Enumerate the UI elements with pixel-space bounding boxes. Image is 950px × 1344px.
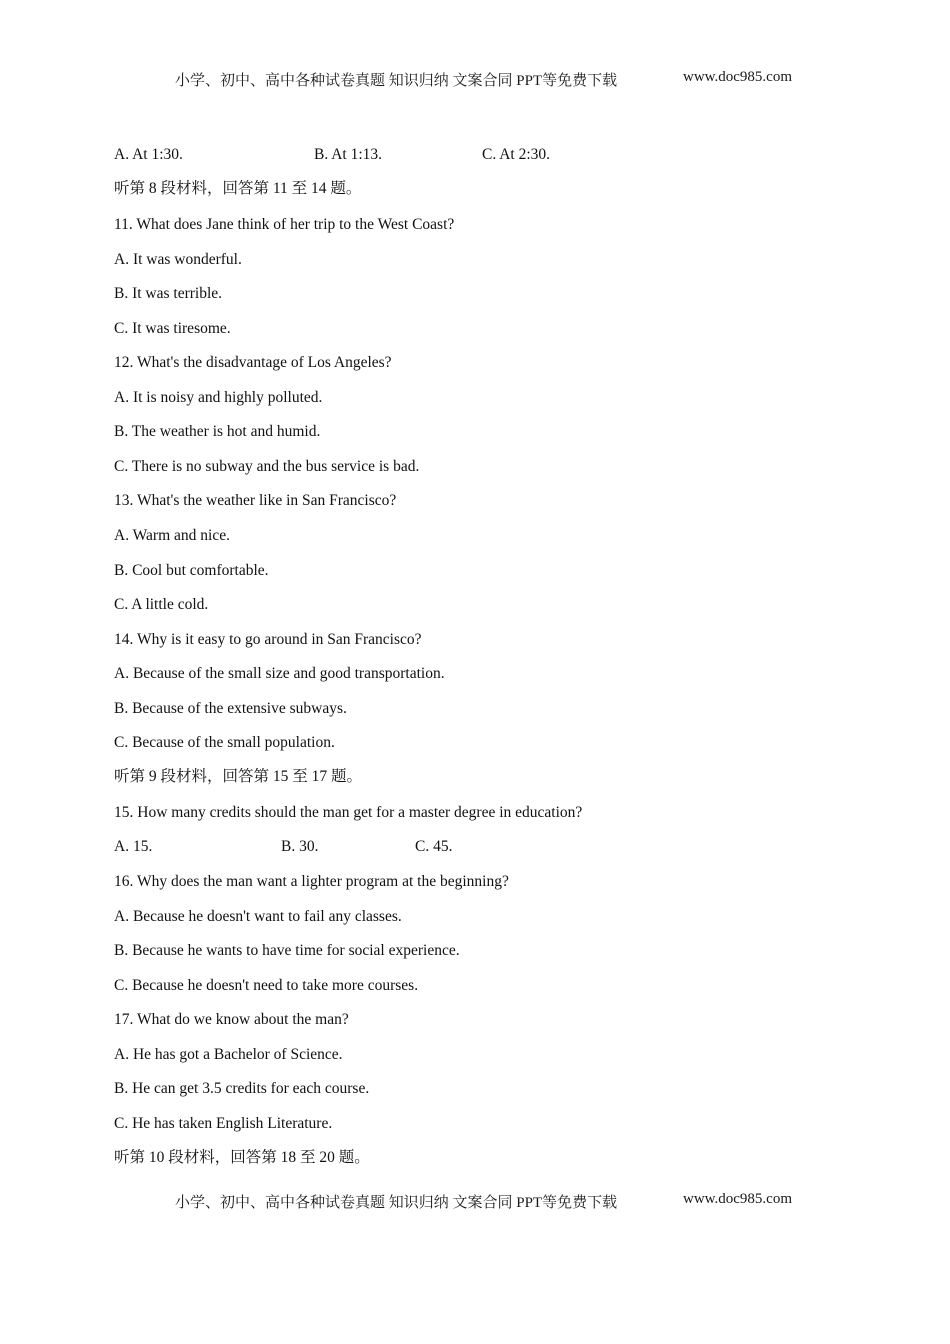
q13-option-a: A. Warm and nice. xyxy=(114,527,230,544)
q17-option-b: B. He can get 3.5 credits for each course. xyxy=(114,1080,370,1097)
header-text: 小学、初中、高中各种试卷真题 知识归纳 文案合同 PPT等免费下载 xyxy=(175,73,618,89)
footer-url: www.doc985.com xyxy=(683,1191,793,1207)
q12-question: 12. What's the disadvantage of Los Angeles? xyxy=(114,354,392,371)
q14-option-b: B. Because of the extensive subways. xyxy=(114,700,347,717)
q10-option-a: A. At 1:30. xyxy=(114,146,183,163)
header-url: www.doc985.com xyxy=(683,69,793,85)
section-10-intro: 听第 10 段材料，回答第 18 至 20 题。 xyxy=(114,1149,370,1166)
q16-option-a: A. Because he doesn't want to fail any classes. xyxy=(114,908,402,925)
q11-option-b: B. It was terrible. xyxy=(114,285,223,302)
q16-option-b: B. Because he wants to have time for social experience. xyxy=(114,942,460,959)
q16-option-c: C. Because he doesn't need to take more courses. xyxy=(114,977,419,994)
q11-question: 11. What does Jane think of her trip to the West Coast? xyxy=(114,216,455,233)
q11-option-c: C. It was tiresome. xyxy=(114,320,231,337)
q13-option-b: B. Cool but comfortable. xyxy=(114,562,269,579)
section-8-intro: 听第 8 段材料，回答第 11 至 14 题。 xyxy=(114,180,362,197)
q13-question: 13. What's the weather like in San Francisco? xyxy=(114,492,397,509)
q17-option-a: A. He has got a Bachelor of Science. xyxy=(114,1046,343,1063)
q17-option-c: C. He has taken English Literature. xyxy=(114,1115,333,1132)
section-9-intro: 听第 9 段材料，回答第 15 至 17 题。 xyxy=(114,768,363,785)
q10-option-c: C. At 2:30. xyxy=(482,146,551,163)
q14-question: 14. Why is it easy to go around in San Francisco? xyxy=(114,631,422,648)
q12-option-c: C. There is no subway and the bus service is bad. xyxy=(114,458,420,475)
q15-option-c: C. 45. xyxy=(415,838,453,855)
q16-question: 16. Why does the man want a lighter program at the beginning? xyxy=(114,873,509,890)
q14-option-c: C. Because of the small population. xyxy=(114,734,335,751)
q10-option-b: B. At 1:13. xyxy=(314,146,383,163)
q15-option-a: A. 15. xyxy=(114,838,153,855)
q13-option-c: C. A little cold. xyxy=(114,596,209,613)
q12-option-a: A. It is noisy and highly polluted. xyxy=(114,389,323,406)
q11-option-a: A. It was wonderful. xyxy=(114,251,242,268)
q15-option-b: B. 30. xyxy=(281,838,319,855)
footer-text: 小学、初中、高中各种试卷真题 知识归纳 文案合同 PPT等免费下载 xyxy=(175,1195,618,1211)
q17-question: 17. What do we know about the man? xyxy=(114,1011,349,1028)
q14-option-a: A. Because of the small size and good transportation. xyxy=(114,665,445,682)
q12-option-b: B. The weather is hot and humid. xyxy=(114,423,321,440)
q15-question: 15. How many credits should the man get for a master degree in education? xyxy=(114,804,583,821)
